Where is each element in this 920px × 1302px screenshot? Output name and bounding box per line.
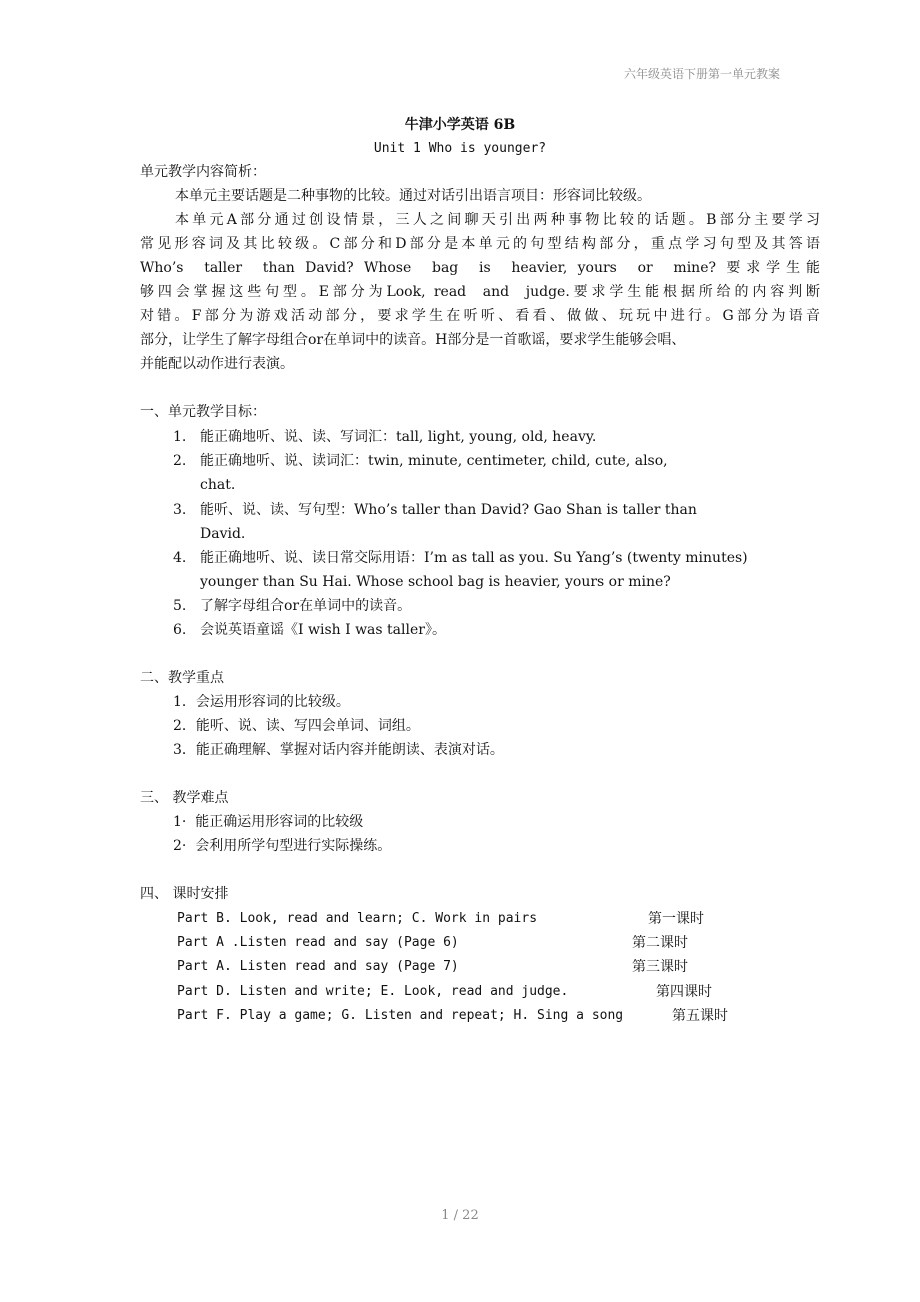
goal-text: 会说英语童谣《I wish I was taller》。	[200, 622, 446, 638]
schedule-heading: 四、 课时安排	[140, 886, 229, 902]
schedule-part: Part D. Listen and write; E. Look, read and judge.	[177, 984, 569, 999]
schedule-part: Part A. Listen read and say (Page 7)	[177, 959, 459, 974]
schedule-row	[177, 931, 688, 955]
goal-text: 了解字母组合or在单词中的读音。	[200, 598, 412, 614]
goal-text: 能正确地听、说、读、写词汇：tall, light, young, old, heavy.	[200, 429, 597, 445]
difficulty-heading: 三、 教学难点	[140, 790, 229, 806]
goal-number: 2.	[173, 453, 187, 469]
schedule-lesson: 第五课时	[672, 1008, 728, 1024]
goal-text: 能听、说、读、写句型：Who’s taller than David? Gao Shan is taller than	[200, 502, 697, 518]
doc-subtitle: Unit 1 Who is younger?	[373, 141, 547, 156]
focus-heading: 二、教学重点	[140, 670, 224, 686]
intro-heading: 单元教学内容简析：	[140, 164, 266, 180]
schedule-row	[177, 980, 712, 1004]
focus-item: 2．能听、说、读、写四会单词、词组。	[173, 718, 420, 734]
difficulty-item: 2· 会利用所学句型进行实际操练。	[173, 838, 392, 854]
goal-number: 3.	[173, 502, 187, 518]
intro-line: 本单元A部分通过创设情景，三人之间聊天引出两种事物比较的话题。B部分主要学习	[175, 212, 820, 228]
schedule-row	[177, 1004, 728, 1028]
doc-title: 牛津小学英语 6B	[404, 117, 516, 133]
page-header: 六年级英语下册第一单元教案	[623, 67, 780, 81]
schedule-lesson: 第二课时	[632, 935, 688, 951]
difficulty-item: 1· 能正确运用形容词的比较级	[173, 814, 364, 830]
intro-line: 常见形容词及其比较级。C部分和D部分是本单元的句型结构部分，重点学习句型及其答语	[140, 236, 820, 252]
schedule-row	[177, 955, 688, 979]
page-number: 1 / 22	[441, 1208, 479, 1223]
focus-item: 1．会运用形容词的比较级。	[173, 694, 350, 710]
goal-text: 能正确地听、说、读日常交际用语：I’m as tall as you. Su Yang’s (twenty minutes)	[200, 550, 748, 566]
schedule-lesson: 第四课时	[656, 984, 712, 1000]
goal-text: 能正确地听、说、读词汇：twin, minute, centimeter, child, cute, also,	[200, 453, 668, 469]
schedule-lesson: 第三课时	[632, 959, 688, 975]
schedule-part: Part A .Listen read and say (Page 6)	[177, 935, 459, 950]
intro-line: Who’s taller than David? Whose bag is heavier, yours or mine? 要求学生能	[140, 260, 820, 276]
intro-line: 对错。F部分为游戏活动部分，要求学生在听听、看看、做做、玩玩中进行。G部分为语音	[140, 308, 820, 324]
focus-item: 3．能正确理解、掌握对话内容并能朗读、表演对话。	[173, 742, 504, 758]
intro-paragraph-1: 本单元主要话题是二种事物的比较。通过对话引出语言项目：形容词比较级。	[175, 188, 651, 204]
schedule-lesson: 第一课时	[648, 911, 704, 927]
goal-continuation: David.	[200, 526, 246, 542]
goal-number: 6.	[173, 622, 187, 638]
goal-number: 5.	[173, 598, 187, 614]
intro-line: 部分，让学生了解字母组合or在单词中的读音。H部分是一首歌谣，要求学生能够会唱、	[140, 332, 686, 348]
schedule-part: Part B. Look, read and learn; C. Work in pairs	[177, 911, 538, 926]
goal-continuation: chat.	[200, 477, 236, 493]
goal-continuation: younger than Su Hai. Whose school bag is heavier, yours or mine?	[200, 574, 671, 590]
schedule-part: Part F. Play a game; G. Listen and repeat; H. Sing a song	[177, 1008, 624, 1023]
goal-number: 4.	[173, 550, 187, 566]
goals-heading: 一、单元教学目标：	[140, 404, 266, 420]
intro-line: 并能配以动作进行表演。	[140, 356, 294, 372]
goal-number: 1.	[173, 429, 187, 445]
intro-line: 够四会掌握这些句型。E部分为Look, read and judge.要求学生能根据所给的内容判断	[140, 284, 820, 300]
schedule-row	[177, 907, 704, 931]
